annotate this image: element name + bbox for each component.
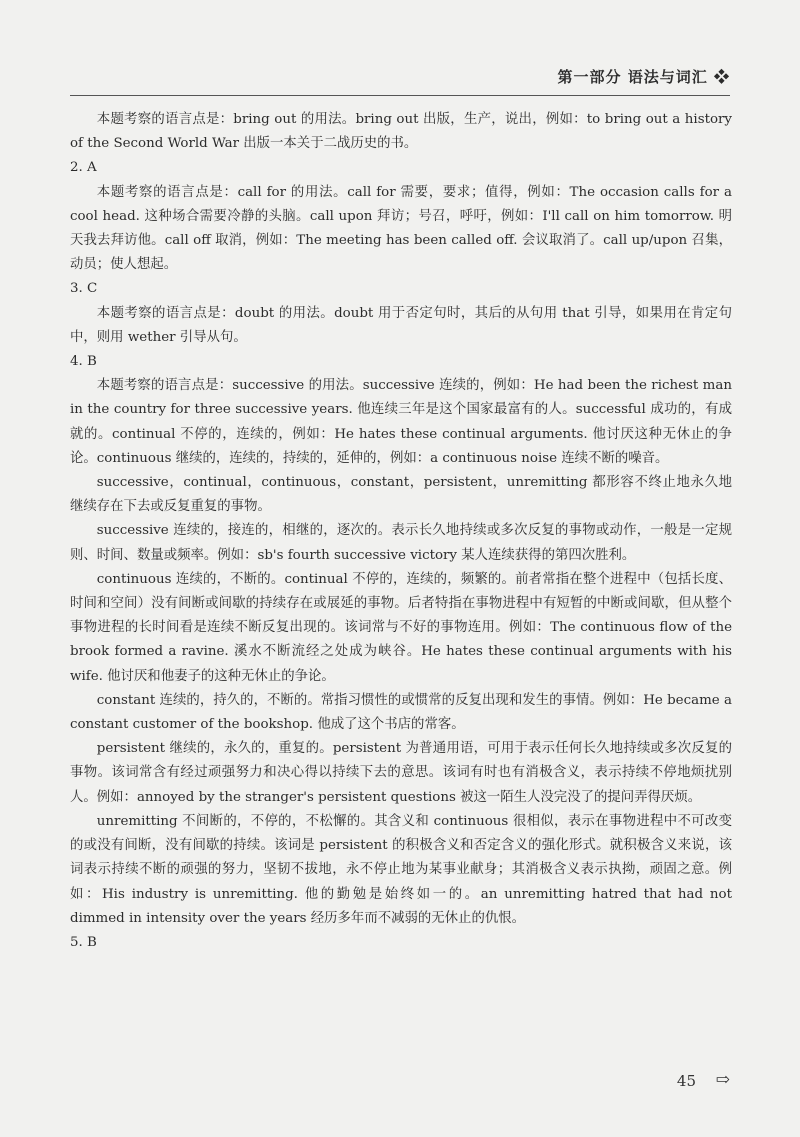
next-page-arrow-icon: ⇨ [715, 1070, 730, 1090]
explanation-paragraph: 本题考察的语言点是：doubt 的用法。doubt 用于否定句时，其后的从句用 that 引导，如果用在肯定句中，则用 wether 引导从句。 [70, 305, 732, 345]
answer-label: 3. C [70, 281, 98, 297]
explanation-paragraph: unremitting 不间断的，不停的，不松懈的。其含义和 continuous 很相似，表示在事物进程中不可改变的或没有间断，没有间歇的持续。该词是 persistent 的积极含义和否定含义的强化形式。就积极含义来说，该词表示持续不断的顽强的努力，坚韧不拔地，永不停止地为某事业献身；其消极含义表示执拗，顽固之意。例如：His industry is unremitting. 他的勤勉是始终如一的。an unremitting hatred that had not dimmed in intensity over the years 经历多年而不减弱的无休止的仇恨。 [70, 813, 732, 926]
explanation-paragraph: 本题考察的语言点是：successive 的用法。successive 连续的，例如：He had been the richest man in the country for three successive years. 他连续三年是这个国家最富有的人。successful 成功的，有成就的。continual 不停的，连续的，例如：He hates these continual arguments. 他讨厌这种无休止的争论。continuous 继续的，连续的，持续的，延伸的，例如：a continuous noise 连续不断的噪音。 [70, 378, 732, 466]
header-ornament-icon: ❖ [713, 68, 730, 86]
explanation-paragraph: successive，continual，continuous，constant，persistent，unremitting 都形容不终止地永久地继续存在下去或反复重复的事物。 [70, 475, 732, 515]
explanation-paragraph: successive 连续的，接连的，相继的，逐次的。表示长久地持续或多次反复的事物或动作，一般是一定规则、时间、数量或频率。例如：sb's fourth successive victory 某人连续获得的第四次胜利。 [70, 523, 732, 563]
running-header [558, 66, 730, 87]
answer-label: 4. B [70, 354, 97, 370]
header-title: 第一部分 语法与词汇 [557, 68, 708, 86]
explanation-paragraph: persistent 继续的，永久的，重复的。persistent 为普通用语，可用于表示任何长久地持续或多次反复的事物。该词常含有经过顽强努力和决心得以持续下去的意思。该词有时也有消极含义，表示持续不停地烦扰别人。例如：annoyed by the stranger's persistent questions 被这一陌生人没完没了的提问弄得厌烦。 [70, 741, 732, 805]
page-number: 45 [676, 1072, 696, 1090]
page-body [70, 108, 732, 955]
explanation-paragraph: constant 连续的，持久的，不断的。常指习惯性的或惯常的反复出现和发生的事情。例如：He became a constant customer of the bookshop. 他成了这个书店的常客。 [70, 692, 732, 733]
explanation-paragraph: 本题考察的语言点是：call for 的用法。call for 需要，要求；值得，例如：The occasion calls for a cool head. 这种场合需要冷静的头脑。call upon 拜访；号召，呼吁，例如：I'll call on him tomorrow. 明天我去拜访他。call off 取消，例如：The meeting has been called off. 会议取消了。call up/upon 召集，动员；使人想起。 [70, 184, 732, 273]
answer-label: 2. A [70, 160, 97, 176]
header-divider [70, 95, 730, 96]
answer-label: 5. B [70, 934, 97, 950]
explanation-paragraph: continuous 连续的，不断的。continual 不停的，连续的，频繁的。前者常指在整个进程中（包括长度、时间和空间）没有间断或间歇的持续存在或展延的事物。后者特指在事物进程中有短暂的中断或间歇，但从整个事物进程的长时间看是连续不断反复出现的。该词常与不好的事物连用。例如：The continuous flow of the brook formed a ravine. 溪水不断流经之处成为峡谷。He hates these continual arguments with his wife. 他讨厌和他妻子的这种无休止的争论。 [70, 571, 732, 684]
explanation-paragraph: 本题考察的语言点是：bring out 的用法。bring out 出版，生产，说出，例如：to bring out a history of the Second World War 出版一本关于二战历史的书。 [70, 112, 732, 152]
